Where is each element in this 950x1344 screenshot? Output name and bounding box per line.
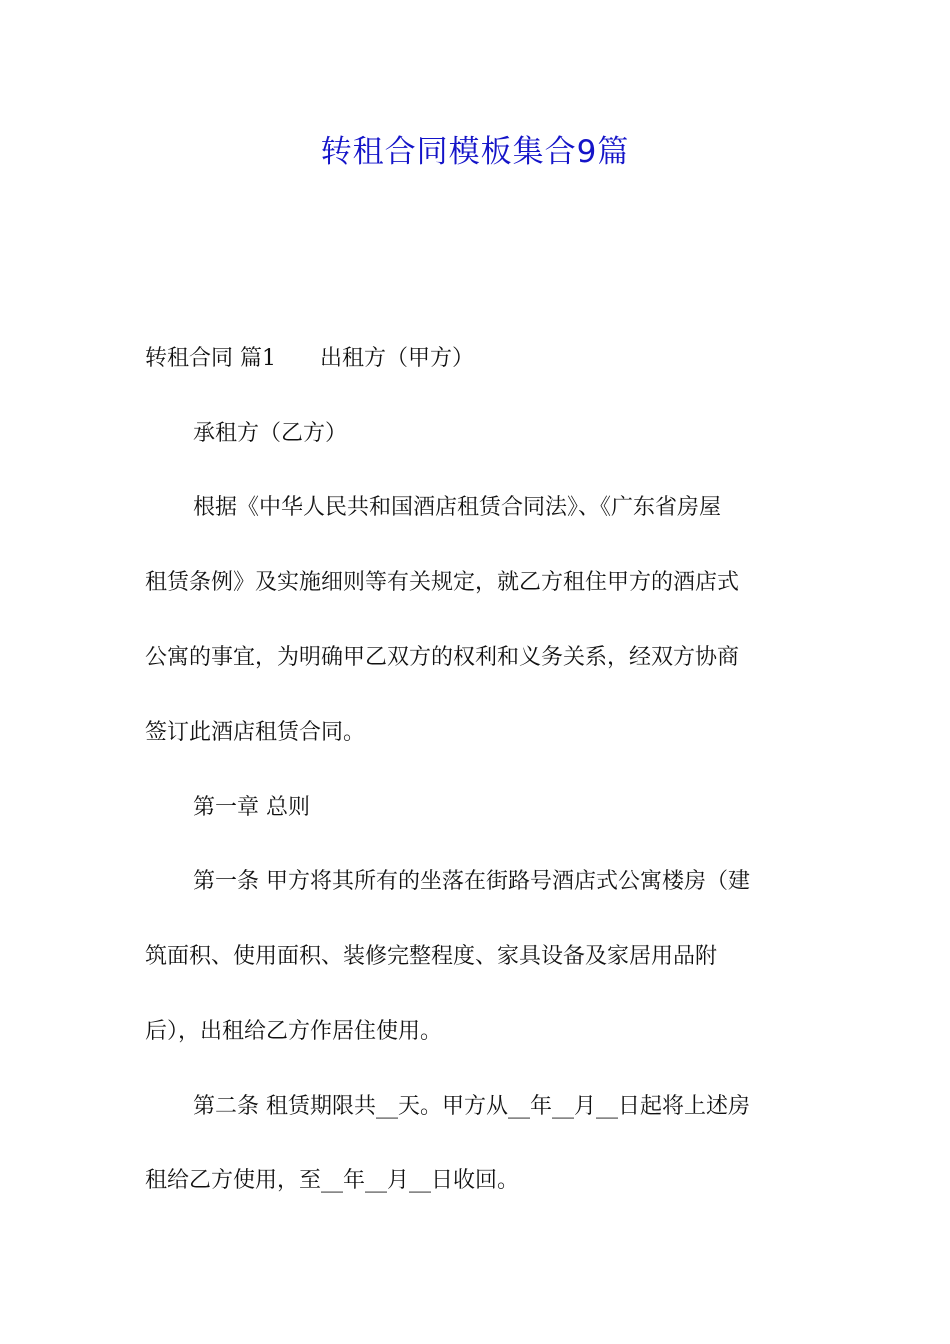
paragraph-line: 租给乙方使用，至__年__月__日收回。 [145, 1168, 520, 1193]
section-header-line [145, 342, 815, 376]
chapter-heading: 第一章 总则 [193, 795, 310, 820]
paragraph-line: 筑面积、使用面积、装修完整程度、家具设备及家居用品附 [145, 944, 718, 969]
section-label: 转租合同 篇1 [145, 346, 276, 371]
paragraph-line: 根据《中华人民共和国酒店租赁合同法》、《广东省房屋 [193, 495, 722, 520]
article-line: 第一条 甲方将其所有的坐落在街路号酒店式公寓楼房（建 [193, 869, 750, 894]
paragraph-line: 公寓的事宜，为明确甲乙双方的权利和义务关系，经双方协商 [145, 645, 740, 670]
paragraph-line: 签订此酒店租赁合同。 [145, 720, 366, 745]
paragraph-line: 后），出租给乙方作居住使用。 [145, 1019, 443, 1044]
lessor-label: 出租方（甲方） [320, 346, 475, 371]
article-line: 第二条 租赁期限共__天。甲方从__年__月__日起将上述房 [193, 1094, 750, 1119]
paragraph-line: 租赁条例》及实施细则等有关规定，就乙方租住甲方的酒店式 [145, 570, 740, 595]
lessee-label: 承租方（乙方） [193, 421, 348, 446]
document-title: 转租合同模板集合9篇 [320, 134, 630, 170]
